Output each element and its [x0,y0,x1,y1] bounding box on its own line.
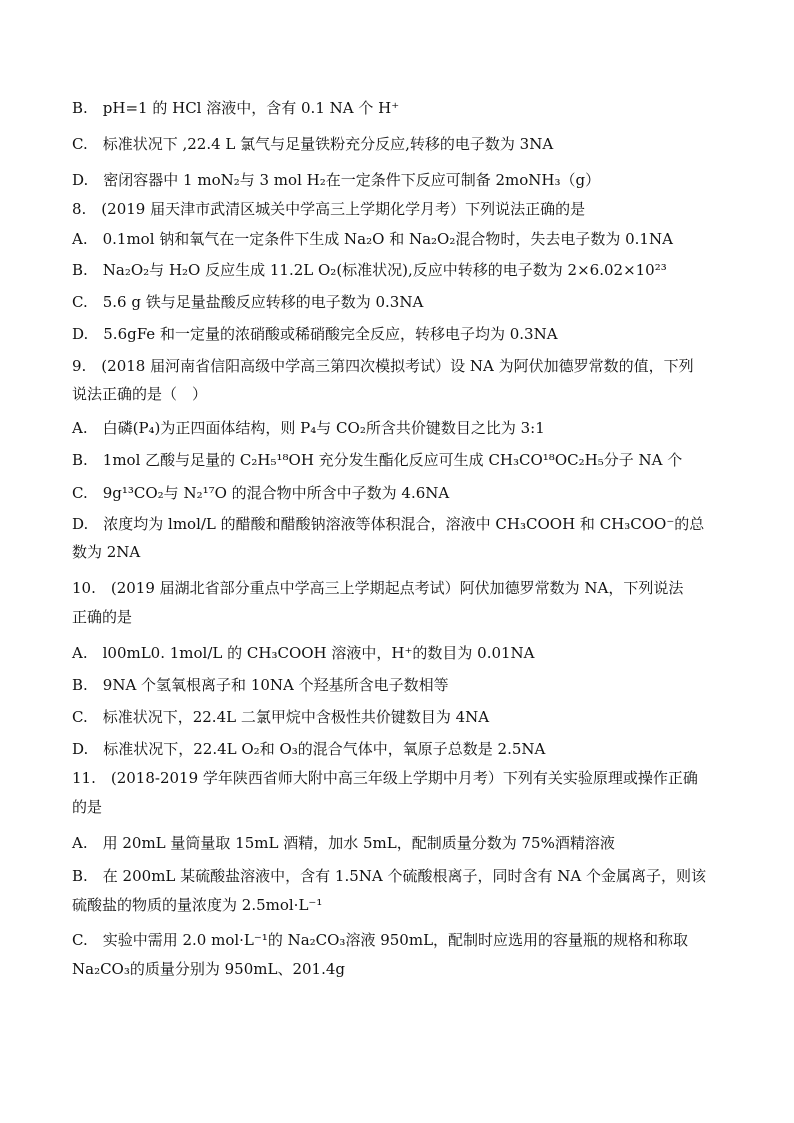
question-11-stem-cont: 的是 [72,798,103,816]
option-a-q8: A. 0.1mol 钠和氧气在一定条件下生成 Na₂O 和 Na₂O₂混合物时，失去电子数为 0.1NA [72,230,673,248]
option-c-q9: C. 9g¹³CO₂与 N₂¹⁷O 的混合物中所含中子数为 4.6NA [72,484,450,502]
option-d-q7: D. 密闭容器中 1 moN₂与 3 mol H₂在一定条件下反应可制备 2moNH₃（g） [72,171,601,189]
question-9-stem-cont: 说法正确的是（ ） [72,385,208,403]
option-b-q7: B. pH=1 的 HCl 溶液中，含有 0.1 NA 个 H⁺ [72,99,400,117]
question-10-stem: 10. (2019 届湖北省部分重点中学高三上学期起点考试）阿伏加德罗常数为 NA，下列说法 [72,579,684,597]
question-9-stem: 9. (2018 届河南省信阳高级中学高三第四次模拟考试）设 NA 为阿伏加德罗常数的值，下列 [72,357,694,375]
option-c-q11-cont: Na₂CO₃的质量分别为 950mL、201.4g [72,960,345,978]
question-8-stem: 8. (2019 届天津市武清区城关中学高三上学期化学月考）下列说法正确的是 [72,200,586,218]
option-a-q11: A. 用 20mL 量筒量取 15mL 酒精，加水 5mL，配制质量分数为 75%酒精溶液 [72,834,615,852]
option-d-q10: D. 标准状况下，22.4L O₂和 O₃的混合气体中，氧原子总数是 2.5NA [72,740,546,758]
option-d-q9: D. 浓度均为 lmol/L 的醋酸和醋酸钠溶液等体积混合，溶液中 CH₃COOH 和 CH₃COO⁻的总 [72,515,705,533]
question-11-stem: 11. (2018-2019 学年陕西省师大附中高三年级上学期中月考）下列有关实验原理或操作正确 [72,769,698,787]
option-d-q8: D. 5.6gFe 和一定量的浓硝酸或稀硝酸完全反应，转移电子均为 0.3NA [72,325,558,343]
option-b-q11: B. 在 200mL 某硫酸盐溶液中，含有 1.5NA 个硫酸根离子，同时含有 NA 个金属离子，则该 [72,867,706,885]
option-c-q10: C. 标准状况下，22.4L 二氯甲烷中含极性共价键数目为 4NA [72,708,490,726]
option-b-q9: B. 1mol 乙酸与足量的 C₂H₅¹⁸OH 充分发生酯化反应可生成 CH₃CO¹⁸OC₂H₅分子 NA 个 [72,451,683,469]
option-d-q9-cont: 数为 2NA [72,543,141,561]
option-a-q9: A. 白磷(P₄)为正四面体结构，则 P₄与 CO₂所含共价键数目之比为 3:1 [72,419,545,437]
question-10-stem-cont: 正确的是 [72,608,133,626]
option-c-q8: C. 5.6 g 铁与足量盐酸反应转移的电子数为 0.3NA [72,293,424,311]
option-b-q8: B. Na₂O₂与 H₂O 反应生成 11.2L O₂(标准状况),反应中转移的电子数为 2×6.02×10²³ [72,261,667,279]
option-c-q11: C. 实验中需用 2.0 mol·L⁻¹的 Na₂CO₃溶液 950mL，配制时应选用的容量瓶的规格和称取 [72,931,689,949]
option-b-q11-cont: 硫酸盐的物质的量浓度为 2.5mol·L⁻¹ [72,896,323,914]
option-b-q10: B. 9NA 个氢氧根离子和 10NA 个羟基所含电子数相等 [72,676,449,694]
option-c-q7: C. 标准状况下 ,22.4 L 氯气与足量铁粉充分反应,转移的电子数为 3NA [72,135,554,153]
option-a-q10: A. l00mL0. 1mol/L 的 CH₃COOH 溶液中，H⁺的数目为 0.01NA [72,644,535,662]
